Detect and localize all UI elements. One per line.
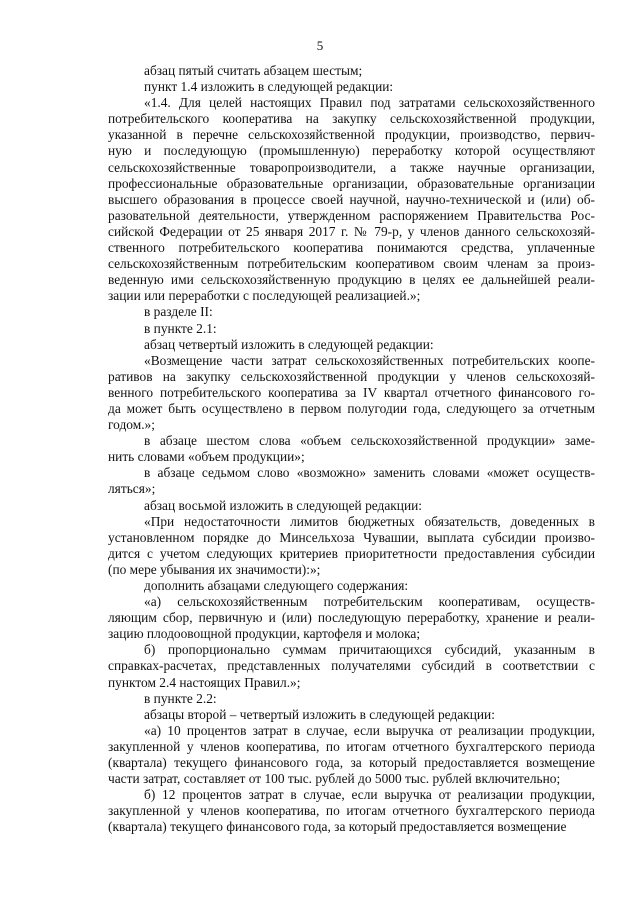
text-line: указанной в перечне сельскохозяйственной продукции, производство, первич- [108,127,595,143]
text-line: пунктом 2.4 настоящих Правил.»; [108,674,301,690]
paragraph [108,514,595,578]
text-line: (квартала) текущего финансового года, за который предоставляется возмещение [108,819,567,835]
text-line: в разделе II: [144,304,213,320]
paragraph [108,353,595,433]
text-line: сельскохозяйственные товаропроизводители, а также научные организации, [108,159,595,175]
text-line: «а) сельскохозяйственным потребительским кооперативам, осуществ- [144,594,595,610]
text-line: пункт 1.4 изложить в следующей редакции: [144,79,394,95]
paragraph [108,594,595,642]
text-line: ляться»; [108,481,156,497]
paragraph [108,465,595,497]
text-line: (по мере убывания их значимости):»; [108,561,321,577]
text-line: абзац пятый считать абзацем шестым; [144,63,363,78]
text-line: сельскохозяйственным потребительским кооперативом своим членам за произ- [108,256,595,272]
text-line: абзацы второй – четвертый изложить в следующей редакции: [144,706,495,722]
text-line: дополнить абзацами следующего содержания: [144,578,409,593]
text-line: в пункте 2.1: [144,320,217,336]
paragraph [108,433,595,465]
text-line: «При недостаточности лимитов бюджетных обязательств, доведенных в [144,513,595,529]
text-line: в абзаце шестом слова «объем сельскохозяйственной продукции» заме- [144,433,595,449]
text-line: ляющим сбор, первичную и (или) последующую переработку, хранение и реали- [108,610,595,626]
paragraph [108,723,595,787]
text-line: потребительского кооператива на закупку сельскохозяйственной продукции, [108,111,595,127]
text-line: «1.4. Для целей настоящих Правил под затратами сельскохозяйственного [144,95,595,111]
text-line: ную и последующую (промышленную) переработку которой осуществляют [108,143,595,159]
paragraph [108,63,595,79]
text-line: «Возмещение части затрат сельскохозяйственных потребительских коопе- [144,352,595,368]
document-body [108,63,595,836]
text-line: годом.»; [108,417,155,433]
text-line: (квартала) текущего финансового года, за который предоставляется возмещение [108,755,595,771]
text-line: в абзаце седьмом слово «возможно» заменить словами «может осуществ- [144,465,595,481]
text-line: закупленной у членов кооператива, по итогам отчетного бухгалтерского периода [108,803,595,819]
text-line: в пункте 2.2: [144,690,217,706]
paragraph [108,321,595,337]
text-line: части затрат, составляет от 100 тыс. рублей до 5000 тыс. рублей включительно; [108,771,561,787]
text-line: разовательной деятельности, утвержденном распоряжением Правительства Рос- [108,207,595,223]
text-line: сийской Федерации от 25 января 2017 г. № 79-р, у членов данного сельскохозяй- [108,223,595,239]
paragraph [108,79,595,95]
paragraph [108,707,595,723]
paragraph [108,642,595,690]
paragraph [108,691,595,707]
text-line: ративов на закупку сельскохозяйственной продукции у членов сельскохозяй- [108,368,595,384]
paragraph [108,787,595,835]
text-line: абзац четвертый изложить в следующей редакции: [144,336,434,352]
text-line: б) 12 процентов затрат в случае, если выручка от реализации продукции, [144,787,595,803]
text-line: справках-расчетах, представленных получателями субсидий в соответствии с [108,658,595,674]
page-number: 5 [316,38,324,53]
paragraph [108,95,595,304]
paragraph [108,498,595,514]
paragraph [108,578,595,594]
text-line: ственного потребительского кооператива понимаются средства, уплаченные [108,240,595,256]
text-line: «а) 10 процентов затрат в случае, если выручка от реализации продукции, [144,722,595,738]
text-line: да может быть осуществлено в первом полугодии года, следующего за отчетным [108,400,595,416]
paragraph [108,337,595,353]
text-line: высшего образования в процессе своей научной, научно-технической и (или) об- [108,191,595,207]
paragraph [108,304,595,320]
text-line: зацию плодоовощной продукции, картофеля и молока; [108,626,421,642]
text-line: нить словами «объем продукции»; [108,449,305,465]
text-line: дится с учетом следующих критериев приоритетности предоставления субсидии [108,545,595,561]
text-line: зации или переработки с последующей реализацией.»; [108,288,421,304]
text-line: профессиональные образовательные организации, образовательные организации [108,175,595,191]
text-line: закупленной у членов кооператива, по итогам отчетного бухгалтерского периода [108,738,595,754]
text-line: венного потребительского кооператива за IV квартал отчетного финансового го- [108,384,595,400]
text-line: установленном порядке до Минсельхоза Чувашии, выплата субсидии произво- [108,529,595,545]
text-line: б) пропорционально суммам причитающихся субсидий, указанным в [144,642,595,658]
text-line: абзац восьмой изложить в следующей редакции: [144,497,423,513]
text-line: веденную ими сельскохозяйственную продукцию в целях ее дальнейшей реали- [108,272,595,288]
